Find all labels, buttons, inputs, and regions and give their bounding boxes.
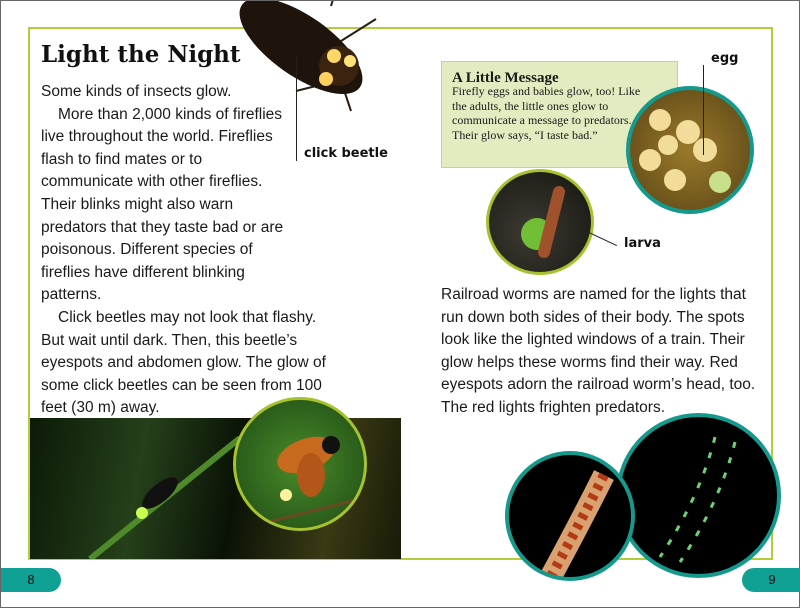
- page-number-left: 8: [1, 568, 61, 592]
- glowing-railroad-worm-photo: [616, 413, 781, 578]
- egg-pointer: [703, 65, 704, 155]
- paragraph: Some kinds of insects glow.: [41, 83, 232, 100]
- larva-label: larva: [624, 236, 661, 251]
- larva-photo: [486, 169, 594, 275]
- click-beetle-label: click beetle: [304, 146, 388, 161]
- railroad-worm-photo: [505, 451, 635, 581]
- paragraph: Railroad worms are named for the lights that run down both sides of their body. The spots look like the lighted windows of a train. Their glow helps these worms find their way. Red eyespots adorn the railroad worm’s head, too. The red lights frighten predators.: [441, 286, 756, 416]
- sidebar-title: A Little Message: [452, 70, 559, 86]
- sidebar-text: Firefly eggs and babies glow, too! Like the adults, the little ones glow to communicate a message to predators. Their glow says, “I taste bad.”: [452, 84, 641, 142]
- page-number-right: 9: [742, 568, 800, 592]
- right-body-text: [441, 284, 771, 420]
- paragraph: Click beetles may not look that flashy. But wait until dark. Then, this beetle’s eyespots and abdomen glow. The glow of some click beetles can be seen from 100 feet (30 m) away.: [41, 308, 326, 417]
- page-title: Light the Night: [41, 41, 241, 68]
- egg-label: egg: [711, 51, 739, 66]
- paragraph: More than 2,000 kinds of fireflies live throughout the world. Fireflies flash to find mates or to communicate with other fireflies. Their blinks might also warn predators that they taste bad or are poisonous. Different species of fireflies have different blinking patterns.: [41, 105, 284, 304]
- left-body-text: [41, 81, 341, 420]
